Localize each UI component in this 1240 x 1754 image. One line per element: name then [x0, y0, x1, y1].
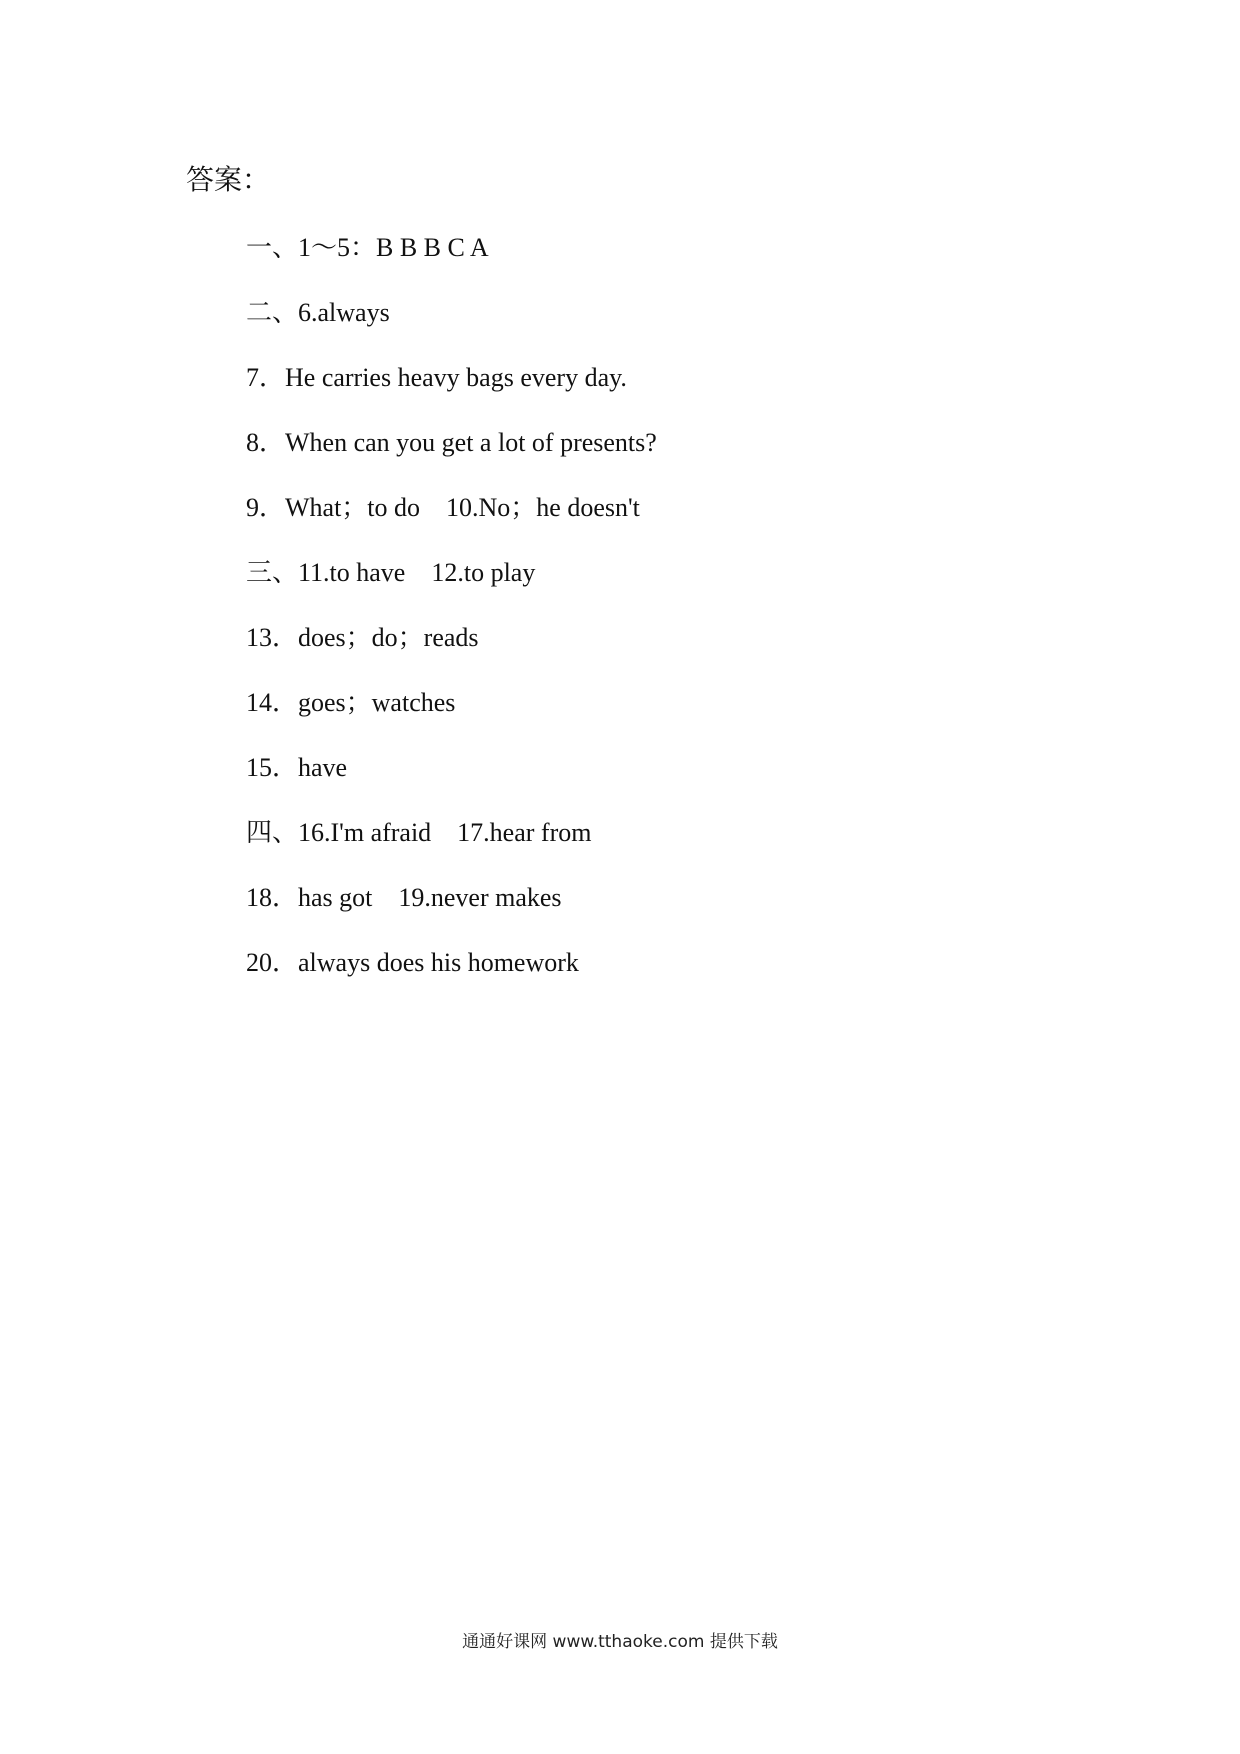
- answer-line-12: 20．always does his homework: [246, 948, 579, 977]
- answer-line-11: 18．has got 19.never makes: [246, 883, 562, 912]
- answer-line-8: 14．goes；watches: [246, 688, 456, 717]
- answer-line-2: 二、6.always: [246, 298, 390, 327]
- answer-line-5: 9．What；to do 10.No；he doesn't: [246, 493, 640, 522]
- answer-line-3: 7．He carries heavy bags every day.: [246, 363, 627, 392]
- answer-line-1: 一、1～5：B B B C A: [246, 233, 489, 262]
- answer-line-6: 三、11.to have 12.to play: [246, 558, 536, 587]
- answer-line-9: 15．have: [246, 753, 348, 782]
- answer-line-4: 8．When can you get a lot of presents?: [246, 428, 657, 457]
- answer-line-10: 四、16.I'm afraid 17.hear from: [246, 818, 592, 847]
- answer-line-7: 13．does；do；reads: [246, 623, 479, 652]
- answer-heading: 答案：: [186, 163, 271, 196]
- answer-list: [246, 230, 657, 1010]
- page-footer: 通通好课网 www.tthaoke.com 提供下载: [462, 1632, 778, 1652]
